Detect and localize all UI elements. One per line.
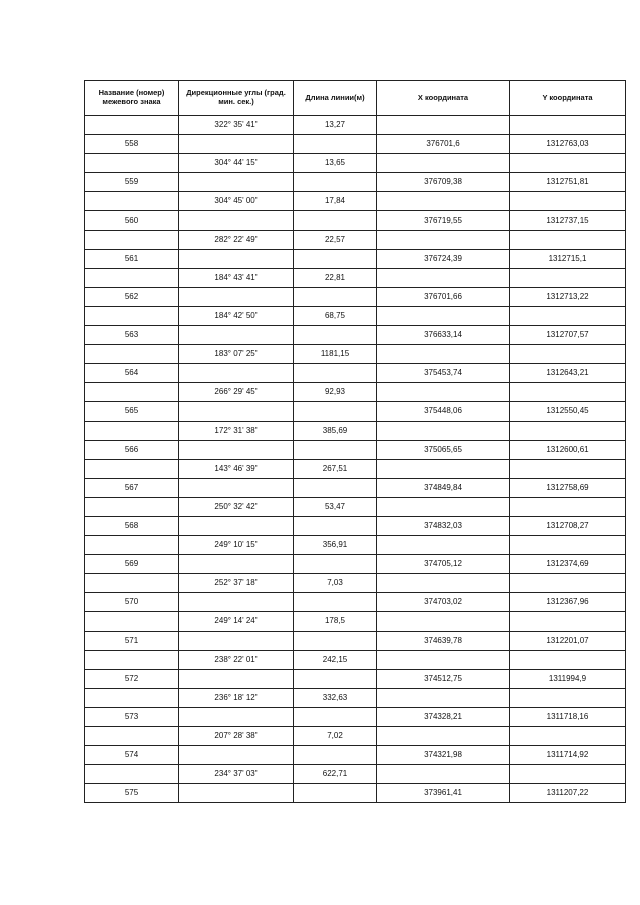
y-coordinate-cell: 1312737,15: [510, 211, 626, 230]
point-empty-cell: [294, 326, 377, 345]
mark-name-cell: 570: [85, 593, 179, 612]
segment-empty-cell: [377, 421, 510, 440]
segment-row: [85, 116, 626, 135]
line-length-cell: 53,47: [294, 497, 377, 516]
mark-name-cell: 567: [85, 478, 179, 497]
x-coordinate-cell: 374639,78: [377, 631, 510, 650]
point-empty-cell: [179, 784, 294, 803]
y-coordinate-cell: 1312643,21: [510, 364, 626, 383]
mark-name-cell: 572: [85, 669, 179, 688]
point-empty-cell: [179, 173, 294, 192]
segment-empty-cell: [85, 345, 179, 364]
x-coordinate-cell: 374328,21: [377, 707, 510, 726]
segment-empty-cell: [510, 536, 626, 555]
y-coordinate-cell: 1312201,07: [510, 631, 626, 650]
point-empty-cell: [294, 707, 377, 726]
point-empty-cell: [179, 478, 294, 497]
line-length-cell: 385,69: [294, 421, 377, 440]
x-coordinate-cell: 375453,74: [377, 364, 510, 383]
segment-row: [85, 688, 626, 707]
segment-empty-cell: [85, 192, 179, 211]
segment-empty-cell: [510, 497, 626, 516]
segment-empty-cell: [377, 727, 510, 746]
segment-empty-cell: [377, 497, 510, 516]
y-coordinate-cell: 1312751,81: [510, 173, 626, 192]
table-body: [85, 116, 626, 803]
segment-empty-cell: [85, 154, 179, 173]
point-row: [85, 173, 626, 192]
direction-angle-cell: 249° 10' 15": [179, 536, 294, 555]
line-length-cell: 622,71: [294, 765, 377, 784]
segment-row: [85, 230, 626, 249]
point-empty-cell: [179, 402, 294, 421]
segment-row: [85, 765, 626, 784]
point-empty-cell: [294, 516, 377, 535]
point-row: [85, 364, 626, 383]
point-empty-cell: [179, 669, 294, 688]
point-empty-cell: [294, 478, 377, 497]
header-y-coordinate: Y координата: [510, 81, 626, 116]
point-empty-cell: [179, 746, 294, 765]
direction-angle-cell: 183° 07' 25": [179, 345, 294, 364]
x-coordinate-cell: 374703,02: [377, 593, 510, 612]
segment-row: [85, 536, 626, 555]
segment-empty-cell: [510, 230, 626, 249]
y-coordinate-cell: 1311207,22: [510, 784, 626, 803]
point-empty-cell: [294, 364, 377, 383]
point-empty-cell: [294, 287, 377, 306]
y-coordinate-cell: 1312708,27: [510, 516, 626, 535]
segment-empty-cell: [510, 612, 626, 631]
segment-empty-cell: [377, 116, 510, 135]
segment-empty-cell: [510, 116, 626, 135]
line-length-cell: 242,15: [294, 650, 377, 669]
line-length-cell: 22,81: [294, 268, 377, 287]
y-coordinate-cell: 1312367,96: [510, 593, 626, 612]
header-mark-name: Название (номер) межевого знака: [85, 81, 179, 116]
line-length-cell: 7,03: [294, 574, 377, 593]
direction-angle-cell: 143° 46' 39": [179, 459, 294, 478]
direction-angle-cell: 238° 22' 01": [179, 650, 294, 669]
point-empty-cell: [294, 593, 377, 612]
mark-name-cell: 560: [85, 211, 179, 230]
segment-empty-cell: [85, 688, 179, 707]
segment-empty-cell: [377, 650, 510, 669]
point-row: [85, 326, 626, 345]
y-coordinate-cell: 1311994,9: [510, 669, 626, 688]
segment-empty-cell: [85, 765, 179, 784]
x-coordinate-cell: 373961,41: [377, 784, 510, 803]
x-coordinate-cell: 376701,6: [377, 135, 510, 154]
direction-angle-cell: 249° 14' 24": [179, 612, 294, 631]
direction-angle-cell: 304° 45' 00": [179, 192, 294, 211]
point-row: [85, 211, 626, 230]
line-length-cell: 1181,15: [294, 345, 377, 364]
segment-empty-cell: [510, 383, 626, 402]
line-length-cell: 267,51: [294, 459, 377, 478]
segment-empty-cell: [85, 536, 179, 555]
direction-angle-cell: 184° 43' 41": [179, 268, 294, 287]
direction-angle-cell: 207° 28' 38": [179, 727, 294, 746]
segment-empty-cell: [377, 230, 510, 249]
x-coordinate-cell: 374512,75: [377, 669, 510, 688]
segment-row: [85, 497, 626, 516]
y-coordinate-cell: 1312713,22: [510, 287, 626, 306]
segment-empty-cell: [377, 268, 510, 287]
y-coordinate-cell: 1312715,1: [510, 249, 626, 268]
point-row: [85, 516, 626, 535]
segment-empty-cell: [510, 192, 626, 211]
segment-empty-cell: [85, 383, 179, 402]
segment-empty-cell: [377, 192, 510, 211]
x-coordinate-cell: 376724,39: [377, 249, 510, 268]
point-empty-cell: [294, 631, 377, 650]
point-empty-cell: [294, 249, 377, 268]
segment-row: [85, 459, 626, 478]
y-coordinate-cell: 1312550,45: [510, 402, 626, 421]
segment-row: [85, 612, 626, 631]
line-length-cell: 178,5: [294, 612, 377, 631]
line-length-cell: 92,93: [294, 383, 377, 402]
mark-name-cell: 559: [85, 173, 179, 192]
segment-row: [85, 574, 626, 593]
y-coordinate-cell: 1312707,57: [510, 326, 626, 345]
segment-empty-cell: [377, 383, 510, 402]
segment-empty-cell: [510, 688, 626, 707]
segment-empty-cell: [85, 497, 179, 516]
segment-row: [85, 345, 626, 364]
x-coordinate-cell: 376633,14: [377, 326, 510, 345]
y-coordinate-cell: 1312763,03: [510, 135, 626, 154]
segment-empty-cell: [85, 116, 179, 135]
segment-empty-cell: [510, 650, 626, 669]
segment-empty-cell: [377, 306, 510, 325]
segment-row: [85, 383, 626, 402]
segment-empty-cell: [85, 459, 179, 478]
boundary-marks-table: [84, 80, 626, 803]
point-empty-cell: [179, 135, 294, 154]
segment-row: [85, 268, 626, 287]
point-empty-cell: [179, 555, 294, 574]
direction-angle-cell: 184° 42' 50": [179, 306, 294, 325]
segment-empty-cell: [377, 765, 510, 784]
segment-empty-cell: [510, 421, 626, 440]
direction-angle-cell: 266° 29' 45": [179, 383, 294, 402]
x-coordinate-cell: 374321,98: [377, 746, 510, 765]
segment-empty-cell: [377, 688, 510, 707]
direction-angle-cell: 250° 32' 42": [179, 497, 294, 516]
point-row: [85, 593, 626, 612]
segment-empty-cell: [85, 421, 179, 440]
direction-angle-cell: 236° 18' 12": [179, 688, 294, 707]
point-empty-cell: [179, 326, 294, 345]
line-length-cell: 68,75: [294, 306, 377, 325]
point-empty-cell: [179, 593, 294, 612]
line-length-cell: 13,27: [294, 116, 377, 135]
mark-name-cell: 569: [85, 555, 179, 574]
line-length-cell: 13,65: [294, 154, 377, 173]
direction-angle-cell: 282° 22' 49": [179, 230, 294, 249]
segment-row: [85, 421, 626, 440]
x-coordinate-cell: 374849,84: [377, 478, 510, 497]
point-empty-cell: [294, 555, 377, 574]
table-header-row: [85, 81, 626, 116]
segment-empty-cell: [85, 306, 179, 325]
segment-empty-cell: [510, 154, 626, 173]
header-line-length: Длина линии(м): [294, 81, 377, 116]
point-empty-cell: [179, 211, 294, 230]
point-empty-cell: [294, 784, 377, 803]
segment-empty-cell: [510, 459, 626, 478]
x-coordinate-cell: 374705,12: [377, 555, 510, 574]
direction-angle-cell: 234° 37' 03": [179, 765, 294, 784]
segment-row: [85, 727, 626, 746]
point-empty-cell: [294, 440, 377, 459]
segment-empty-cell: [510, 306, 626, 325]
mark-name-cell: 563: [85, 326, 179, 345]
segment-empty-cell: [85, 574, 179, 593]
x-coordinate-cell: 376701,66: [377, 287, 510, 306]
mark-name-cell: 561: [85, 249, 179, 268]
segment-empty-cell: [377, 536, 510, 555]
x-coordinate-cell: 376709,38: [377, 173, 510, 192]
point-row: [85, 478, 626, 497]
line-length-cell: 356,91: [294, 536, 377, 555]
segment-empty-cell: [377, 459, 510, 478]
segment-empty-cell: [377, 345, 510, 364]
point-empty-cell: [294, 211, 377, 230]
point-empty-cell: [179, 249, 294, 268]
line-length-cell: 17,84: [294, 192, 377, 211]
mark-name-cell: 574: [85, 746, 179, 765]
direction-angle-cell: 304° 44' 15": [179, 154, 294, 173]
direction-angle-cell: 322° 35' 41": [179, 116, 294, 135]
point-row: [85, 440, 626, 459]
point-empty-cell: [294, 135, 377, 154]
segment-empty-cell: [510, 765, 626, 784]
segment-empty-cell: [510, 574, 626, 593]
mark-name-cell: 562: [85, 287, 179, 306]
segment-empty-cell: [85, 230, 179, 249]
y-coordinate-cell: 1312600,61: [510, 440, 626, 459]
header-x-coordinate: Х координата: [377, 81, 510, 116]
direction-angle-cell: 172° 31' 38": [179, 421, 294, 440]
segment-empty-cell: [510, 345, 626, 364]
mark-name-cell: 575: [85, 784, 179, 803]
point-row: [85, 784, 626, 803]
y-coordinate-cell: 1312758,69: [510, 478, 626, 497]
point-empty-cell: [179, 440, 294, 459]
point-row: [85, 746, 626, 765]
mark-name-cell: 566: [85, 440, 179, 459]
mark-name-cell: 564: [85, 364, 179, 383]
line-length-cell: 332,63: [294, 688, 377, 707]
point-empty-cell: [294, 746, 377, 765]
point-empty-cell: [179, 516, 294, 535]
point-empty-cell: [179, 364, 294, 383]
mark-name-cell: 565: [85, 402, 179, 421]
segment-row: [85, 650, 626, 669]
line-length-cell: 22,57: [294, 230, 377, 249]
segment-empty-cell: [85, 268, 179, 287]
segment-empty-cell: [510, 727, 626, 746]
segment-empty-cell: [85, 612, 179, 631]
point-empty-cell: [179, 287, 294, 306]
x-coordinate-cell: 375065,65: [377, 440, 510, 459]
point-row: [85, 555, 626, 574]
segment-empty-cell: [510, 268, 626, 287]
segment-empty-cell: [377, 154, 510, 173]
mark-name-cell: 558: [85, 135, 179, 154]
point-empty-cell: [179, 707, 294, 726]
y-coordinate-cell: 1312374,69: [510, 555, 626, 574]
x-coordinate-cell: 375448,06: [377, 402, 510, 421]
segment-row: [85, 154, 626, 173]
header-direction-angle: Дирекционные углы (град. мин. сек.): [179, 81, 294, 116]
point-empty-cell: [294, 402, 377, 421]
point-row: [85, 135, 626, 154]
point-empty-cell: [294, 669, 377, 688]
mark-name-cell: 571: [85, 631, 179, 650]
x-coordinate-cell: 374832,03: [377, 516, 510, 535]
line-length-cell: 7,02: [294, 727, 377, 746]
point-row: [85, 669, 626, 688]
point-row: [85, 707, 626, 726]
y-coordinate-cell: 1311714,92: [510, 746, 626, 765]
point-row: [85, 249, 626, 268]
point-row: [85, 631, 626, 650]
point-row: [85, 287, 626, 306]
x-coordinate-cell: 376719,55: [377, 211, 510, 230]
segment-empty-cell: [85, 650, 179, 669]
segment-empty-cell: [377, 574, 510, 593]
segment-empty-cell: [85, 727, 179, 746]
segment-empty-cell: [377, 612, 510, 631]
mark-name-cell: 568: [85, 516, 179, 535]
point-empty-cell: [294, 173, 377, 192]
point-empty-cell: [179, 631, 294, 650]
direction-angle-cell: 252° 37' 18": [179, 574, 294, 593]
point-row: [85, 402, 626, 421]
segment-row: [85, 306, 626, 325]
y-coordinate-cell: 1311718,16: [510, 707, 626, 726]
segment-row: [85, 192, 626, 211]
mark-name-cell: 573: [85, 707, 179, 726]
